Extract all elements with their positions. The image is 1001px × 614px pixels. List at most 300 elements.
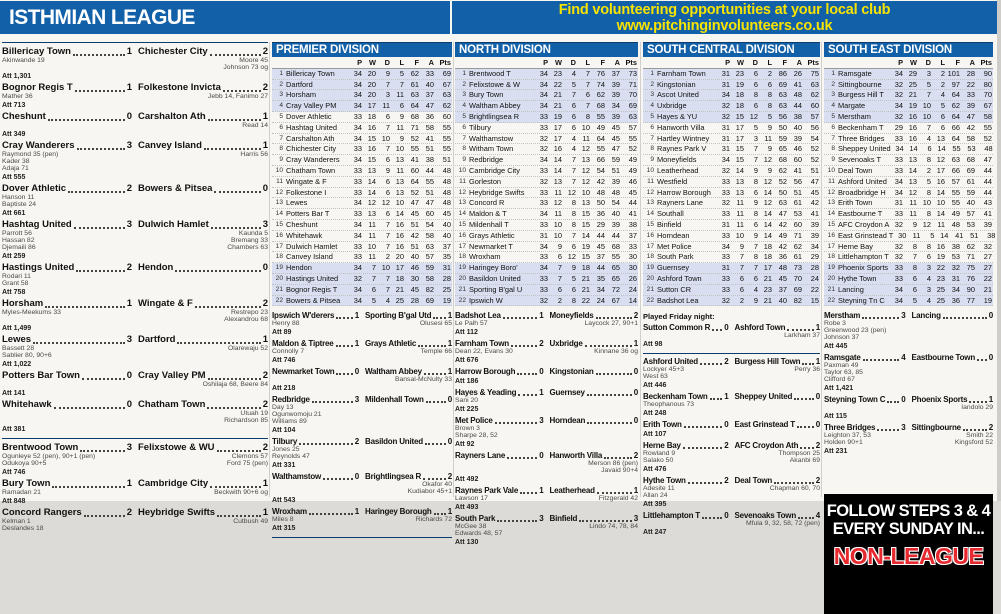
row-team-name: Felixstowe & W <box>469 79 520 89</box>
table-row <box>643 69 820 80</box>
row-stat: 49 <box>951 209 960 219</box>
row-position: 4 <box>831 102 835 110</box>
match-result <box>2 371 268 398</box>
match-scoreline <box>272 472 452 481</box>
away-scorers <box>547 495 639 502</box>
attendance: Att 141 <box>2 390 26 397</box>
row-stat: 32 <box>983 241 992 251</box>
row-stat: 9 <box>753 230 758 240</box>
away-result <box>138 371 268 381</box>
home-score: 1 <box>126 46 132 57</box>
row-stat: 31 <box>721 263 730 273</box>
home-scorers <box>2 410 135 424</box>
row-stat: 14 <box>940 230 949 240</box>
table-row <box>455 285 638 296</box>
score-leader-dots <box>702 517 722 519</box>
away-scorers <box>362 481 452 495</box>
row-stat: 18 <box>581 263 590 273</box>
home-team-name: Raynes Park Vale <box>455 486 519 496</box>
row-stat: 7 <box>385 122 390 132</box>
league-table <box>455 40 638 306</box>
row-stat: 40 <box>410 252 419 262</box>
row-stat: 32 <box>894 219 903 229</box>
home-score: 2 <box>126 262 132 273</box>
row-stat: 32 <box>721 198 730 208</box>
away-scorers <box>135 309 268 323</box>
home-scorers <box>643 366 732 380</box>
row-stat: 33 <box>539 273 548 283</box>
row-stat: 11 <box>396 90 404 100</box>
away-score: 2 <box>262 442 268 453</box>
match-result <box>643 392 820 418</box>
home-team-name: Tilbury <box>272 437 298 447</box>
row-stat: 7 <box>371 263 376 273</box>
row-stat: 15 <box>367 133 376 143</box>
row-stat: 15 <box>581 252 590 262</box>
match-result <box>824 423 993 456</box>
away-result <box>735 511 821 520</box>
row-stat: 10 <box>367 241 376 251</box>
home-result <box>2 112 132 122</box>
row-stat: 23 <box>553 68 562 78</box>
away-team-name: Phoenix Sports <box>911 395 968 405</box>
row-stat: 33 <box>539 187 548 197</box>
row-stat: 30 <box>898 230 907 240</box>
scorer: Adesite 11 <box>643 485 675 493</box>
row-stat: 16 <box>367 144 376 154</box>
table-row <box>272 252 452 263</box>
scorer: Myles-Meekums 33 <box>2 309 61 316</box>
table-row <box>272 90 452 101</box>
table-row <box>824 285 993 296</box>
row-stat: 64 <box>410 176 419 186</box>
row-stat: 62 <box>410 68 419 78</box>
row-position: 6 <box>650 123 654 131</box>
attendance: Att 349 <box>2 131 26 138</box>
match-scoreline <box>643 357 820 366</box>
row-stat: 39 <box>611 90 620 100</box>
row-team-name: Dulwich Hamlet <box>286 241 338 251</box>
row-position: 9 <box>279 156 283 164</box>
match-scoreline <box>455 311 638 320</box>
away-team-name: Sheppey United <box>734 392 793 402</box>
home-score: 1 <box>724 392 729 402</box>
scorer: Paxman 49 <box>824 362 859 370</box>
score-leader-dots <box>210 486 260 488</box>
row-stat: 33 <box>353 176 362 186</box>
row-stat: 40 <box>793 122 802 132</box>
row-position: 16 <box>827 231 835 239</box>
scorer: Utuah 19 <box>240 410 268 417</box>
row-stat: 20 <box>367 79 376 89</box>
row-stat: 32 <box>894 79 903 89</box>
home-scorers <box>824 362 909 383</box>
match-scorers <box>2 453 268 467</box>
row-position: 2 <box>831 80 835 88</box>
match-scorers <box>643 520 820 527</box>
col-team <box>468 58 535 68</box>
row-stat: 63 <box>778 90 787 100</box>
match-result <box>643 441 820 474</box>
scorer: West 63 <box>643 373 668 381</box>
row-stat: 10 <box>395 144 404 154</box>
row-position: 18 <box>646 253 654 261</box>
row-team-name: Hartley Wintney <box>657 133 710 143</box>
row-team-name: Phoenix Sports <box>838 263 889 273</box>
attendance: Att 381 <box>2 426 26 433</box>
league-title: ISTHMIAN LEAGUE <box>9 5 195 29</box>
home-scorers <box>2 57 135 71</box>
away-team-name: Lancing <box>911 311 941 321</box>
row-stat: 6 <box>753 79 758 89</box>
row-stat: 42 <box>778 219 787 229</box>
column-divider <box>821 42 822 497</box>
row-stat: 68 <box>611 241 620 251</box>
table-row <box>455 90 638 101</box>
ad-line-1: FOLLOW STEPS 3 & 4 <box>826 502 991 521</box>
away-team-name: Heybridge Swifts <box>138 507 216 518</box>
row-stat: 41 <box>793 79 802 89</box>
row-team-name: Newmarket T <box>469 241 513 251</box>
row-stat: 8 <box>926 187 931 197</box>
row-stat: 7 <box>385 144 390 154</box>
row-stat: 9 <box>571 263 576 273</box>
row-stat: 42 <box>810 198 819 208</box>
row-position: 3 <box>650 91 654 99</box>
home-scorers <box>2 309 135 323</box>
score-leader-dots <box>33 342 125 344</box>
row-stat: 15 <box>735 155 744 165</box>
row-stat: 30 <box>628 263 637 273</box>
match-result <box>2 220 268 261</box>
away-result <box>912 395 994 404</box>
row-stat: 55 <box>442 144 451 154</box>
match-scoreline <box>824 395 993 404</box>
scorer: Laycock 27, 90+1 <box>584 320 638 328</box>
col-position <box>824 58 837 68</box>
home-scorers <box>643 485 732 499</box>
away-scorers <box>135 57 268 71</box>
row-stat: 54 <box>611 198 620 208</box>
home-score: 2 <box>724 476 729 486</box>
row-stat: 8 <box>753 252 758 262</box>
away-team-name: Bowers & Pitsea <box>138 183 213 194</box>
score-leader-dots <box>336 373 352 375</box>
home-result <box>643 511 729 520</box>
table-row <box>643 123 820 134</box>
row-position: 21 <box>827 285 835 293</box>
row-team-name: Horsham <box>286 90 316 100</box>
row-stat: 18 <box>735 101 744 111</box>
home-result <box>2 263 132 273</box>
row-stat: 12 <box>936 155 945 165</box>
col-a: A <box>428 58 434 67</box>
row-position: 10 <box>646 166 654 174</box>
home-score: 0 <box>354 472 359 482</box>
row-stat: 49 <box>628 165 637 175</box>
attendance: Att 1,301 <box>2 73 32 80</box>
scorer: Johnson 37 <box>824 334 860 342</box>
home-score: 2 <box>354 437 359 447</box>
match-result <box>272 507 452 533</box>
home-result <box>643 323 729 332</box>
score-leader-dots <box>423 478 446 480</box>
row-position: 16 <box>458 231 466 239</box>
home-scorers <box>455 320 547 327</box>
scorer: Sharpe 28, 52 <box>455 432 498 440</box>
row-stat: 53 <box>967 144 976 154</box>
row-stat: 10 <box>735 230 744 240</box>
row-stat: 3 <box>926 68 931 78</box>
match-result <box>824 311 993 351</box>
score-leader-dots <box>587 394 632 396</box>
away-result <box>912 423 994 432</box>
row-stat: 2 <box>767 68 772 78</box>
score-leader-dots <box>517 373 537 375</box>
home-score: 2 <box>539 339 544 349</box>
row-stat: 31 <box>721 68 730 78</box>
row-stat: 32 <box>721 111 730 121</box>
row-stat: 10 <box>581 122 590 132</box>
away-score: 0 <box>262 183 268 194</box>
score-leader-dots <box>418 345 446 347</box>
row-stat: 63 <box>778 198 787 208</box>
row-stat: 13 <box>367 165 376 175</box>
table-row <box>824 209 993 220</box>
home-score: 0 <box>354 367 359 377</box>
away-score: 0 <box>633 416 638 426</box>
match-result <box>2 443 268 477</box>
col-d: D <box>925 58 931 67</box>
home-scorers <box>2 194 135 208</box>
away-score: 0 <box>262 262 268 273</box>
row-position: 2 <box>650 80 654 88</box>
home-result <box>455 514 544 523</box>
score-leader-dots <box>214 191 260 193</box>
col-position <box>455 58 468 68</box>
scorer: Mather 36 <box>2 93 33 100</box>
row-stat: 51 <box>425 187 434 197</box>
attendance: Att 218 <box>272 385 296 393</box>
score-leader-dots <box>54 407 125 409</box>
row-position: 3 <box>831 91 835 99</box>
row-stat: 72 <box>611 284 620 294</box>
away-scorers <box>135 489 268 496</box>
row-stat: 41 <box>628 209 637 219</box>
row-stat: 34 <box>596 284 605 294</box>
row-stat: 40 <box>611 209 620 219</box>
row-stat: 15 <box>581 219 590 229</box>
row-team-name: Farnham Town <box>657 68 706 78</box>
row-stat: 14 <box>628 295 637 305</box>
row-stat: 4 <box>926 133 931 143</box>
away-team-name: Sevenoaks Town <box>734 511 797 521</box>
row-stat: 33 <box>353 241 362 251</box>
table-row <box>824 80 993 91</box>
row-stat: 55 <box>952 144 961 154</box>
row-stat: 12 <box>567 187 576 197</box>
row-stat: 62 <box>951 101 960 111</box>
table-header-row <box>272 58 452 69</box>
attendance: Att 112 <box>455 329 478 337</box>
row-stat: 18 <box>763 252 772 262</box>
row-stat: 7 <box>385 273 390 283</box>
away-team-name: Canvey Island <box>138 140 202 151</box>
away-score: 2 <box>633 451 638 461</box>
away-team-name: Binfield <box>549 514 578 524</box>
score-leader-dots <box>84 515 125 517</box>
match-scoreline <box>643 476 820 485</box>
table-row <box>272 188 452 199</box>
row-stat: 11 <box>368 219 376 229</box>
col-f: F <box>414 58 419 67</box>
row-stat: 34 <box>353 295 362 305</box>
match-result <box>455 486 638 512</box>
row-stat: 48 <box>442 198 451 208</box>
row-stat: 5 <box>767 111 772 121</box>
scorer: Ford 75 (pen) <box>226 460 268 467</box>
col-team <box>837 58 890 68</box>
row-stat: 44 <box>596 263 605 273</box>
row-stat: 29 <box>596 219 605 229</box>
row-stat: 46 <box>410 263 419 273</box>
row-stat: 53 <box>793 209 802 219</box>
scorer: Jebb 14, Fanimo 27 <box>207 93 268 100</box>
home-score: 2 <box>724 441 729 451</box>
row-stat: 68 <box>778 155 787 165</box>
score-leader-dots <box>877 429 899 431</box>
row-stat: 14 <box>763 187 772 197</box>
row-stat: 7 <box>385 230 390 240</box>
row-stat: 13 <box>553 176 562 186</box>
home-result <box>272 507 359 516</box>
away-result <box>138 400 268 410</box>
row-stat: 90 <box>983 68 992 78</box>
away-scorers <box>732 450 821 464</box>
volunteering-banner-link[interactable]: Find volunteering opportunities at your local club www.pitchinginvolunteers.co.uk <box>558 1 891 34</box>
score-leader-dots <box>204 148 261 150</box>
away-score: 1 <box>262 111 268 122</box>
row-position: 5 <box>831 112 835 120</box>
league-table <box>272 40 452 306</box>
attendance: Att 186 <box>455 378 479 386</box>
away-score: 0 <box>447 437 452 447</box>
attendance: Att 848 <box>2 498 26 505</box>
row-stat: 21 <box>763 295 772 305</box>
row-stat: 22 <box>581 295 590 305</box>
row-position: 6 <box>462 123 466 131</box>
row-stat: 31 <box>442 263 451 273</box>
row-team-name: Cray Valley PM <box>286 101 337 111</box>
row-stat: 29 <box>908 68 917 78</box>
away-result <box>735 441 821 450</box>
row-stat: 60 <box>793 219 802 229</box>
scorer: Cutbush 49 <box>233 518 268 525</box>
row-stat: 6 <box>940 111 945 121</box>
match-scorers <box>2 381 268 388</box>
division-header: PREMIER DIVISION <box>272 42 452 57</box>
row-stat: 48 <box>442 176 451 186</box>
attendance: Att 758 <box>2 289 26 296</box>
score-leader-dots <box>604 457 632 459</box>
table-row <box>272 112 452 123</box>
attendance: Att 493 <box>455 504 479 512</box>
row-stat: 44 <box>983 176 992 186</box>
match-result <box>643 511 820 537</box>
row-stat: 42 <box>596 176 605 186</box>
away-result <box>550 486 639 495</box>
match-result <box>272 437 452 470</box>
row-stat: 63 <box>410 90 419 100</box>
row-stat: 33 <box>966 90 975 100</box>
away-score: 1 <box>262 334 268 345</box>
table-row <box>824 252 993 263</box>
away-team-name: Felixstowe & WU <box>138 442 215 453</box>
table-row <box>824 198 993 209</box>
row-stat: 12 <box>581 176 590 186</box>
home-scorers <box>272 320 362 327</box>
row-position: 14 <box>646 210 654 218</box>
row-stat: 41 <box>810 209 819 219</box>
row-stat: 45 <box>628 187 637 197</box>
row-stat: 66 <box>951 122 960 132</box>
col-p: P <box>543 58 548 67</box>
table-row <box>824 296 993 307</box>
score-leader-dots <box>688 482 723 484</box>
match-result <box>2 184 268 218</box>
row-stat: 22 <box>966 79 975 89</box>
away-result <box>138 479 268 489</box>
row-stat: 8 <box>571 219 576 229</box>
score-leader-dots <box>208 119 261 121</box>
away-score: 1 <box>447 311 452 321</box>
match-scoreline <box>643 323 820 332</box>
match-scoreline <box>2 508 268 518</box>
row-stat: 61 <box>966 176 975 186</box>
score-leader-dots <box>587 422 632 424</box>
scorer: Kinnane 36 og <box>594 348 638 356</box>
table-row <box>272 134 452 145</box>
row-stat: 58 <box>425 273 434 283</box>
row-stat: 8 <box>926 241 931 251</box>
row-team-name: Hythe Town <box>838 273 877 283</box>
scorer: Allan 24 <box>643 492 668 500</box>
row-stat: 34 <box>353 219 362 229</box>
table-row <box>824 69 993 80</box>
row-stat: 12 <box>367 198 376 208</box>
scorer: Edwards 48, 57 <box>455 530 503 538</box>
home-result <box>455 311 544 320</box>
row-stat: 33 <box>539 219 548 229</box>
scorer: Robe 3 <box>824 320 846 328</box>
row-stat: 34 <box>539 101 548 111</box>
scorer: Kingsford 52 <box>954 439 993 447</box>
row-team-name: Hayes & YU <box>657 111 698 121</box>
row-position: 21 <box>275 285 283 293</box>
row-stat: 37 <box>778 284 787 294</box>
row-stat: 34 <box>894 101 903 111</box>
row-stat: 47 <box>810 176 819 186</box>
away-score: 2 <box>262 399 268 410</box>
match-result <box>272 367 452 393</box>
row-stat: 9 <box>767 122 772 132</box>
col-pts: Pts <box>625 58 637 67</box>
row-team-name: Westfield <box>657 176 688 186</box>
away-team-name: Dulwich Hamlet <box>138 219 209 230</box>
match-scorers <box>2 151 268 172</box>
home-scorers <box>643 450 732 464</box>
home-result <box>643 420 729 429</box>
